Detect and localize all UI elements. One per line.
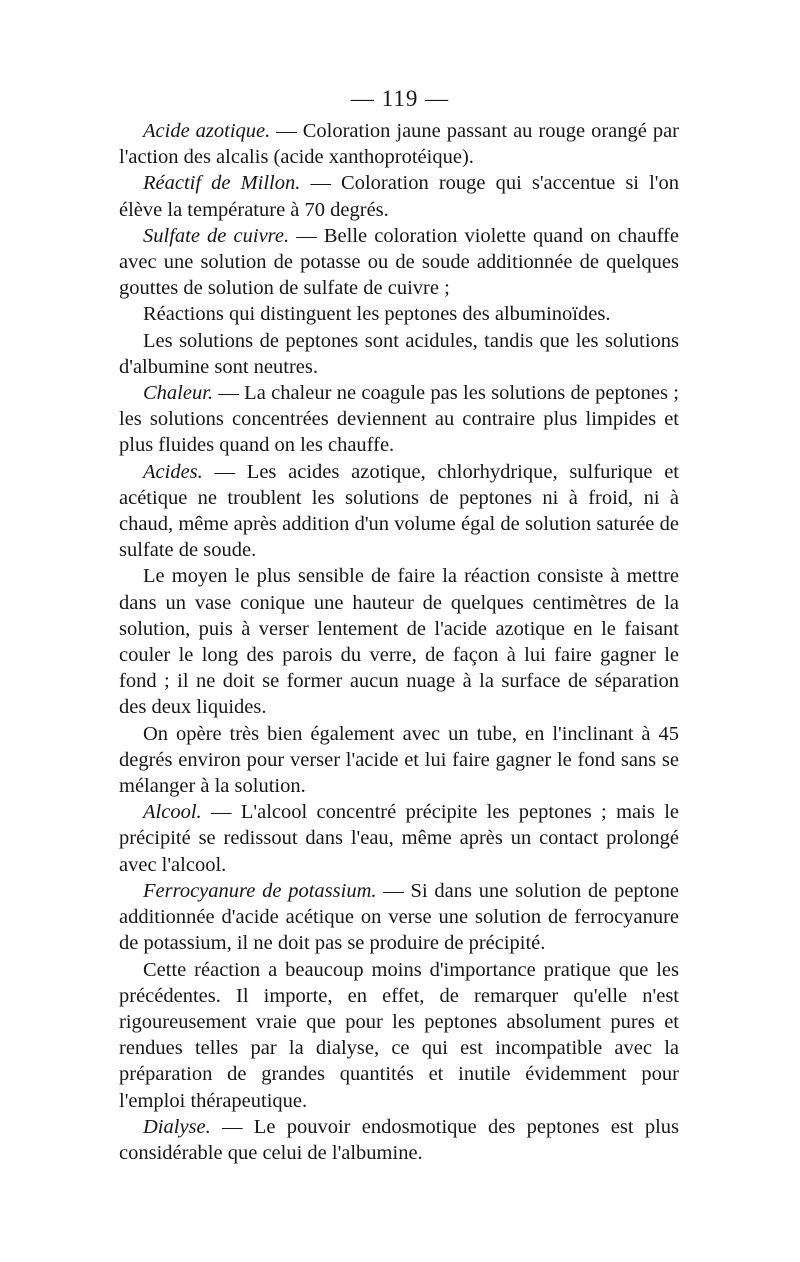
paragraph-text: Réactions qui distinguent les peptones des albuminoïdes.	[143, 303, 611, 326]
paragraph	[119, 957, 679, 1114]
paragraph-keyword: Sulfate de cuivre.	[143, 224, 290, 247]
paragraph-keyword: Acides.	[143, 460, 203, 483]
paragraph-text: — Si dans une solution de peptone additionnée d'acide acétique on verse une solution de ferrocyanure de potassium, il ne doit pas se produire de précipité.	[119, 879, 679, 955]
paragraph-text: Les solutions de peptones sont acidules, tandis que les solutions d'albumine sont neutres.	[119, 329, 679, 378]
paragraph-text: — Belle coloration violette quand on chauffe avec une solution de potasse ou de soude additionnée de quelques gouttes de solution de sulfate de cuivre ;	[119, 224, 679, 300]
paragraph-text: Cette réaction a beaucoup moins d'importance pratique que les précédentes. Il importe, en effet, de remarquer qu'elle n'est rigoureusement vraie que pour les peptones absolument pures et rendues telles par la dialyse, ce qui est incompatible avec la préparation de grandes quantités et inutile évidemment pour l'emploi thérapeutique.	[119, 958, 679, 1112]
paragraph-text: — L'alcool concentré précipite les peptones ; mais le précipité se redissout dans l'eau, même après un contact prolongé avec l'alcool.	[119, 801, 679, 876]
paragraph	[119, 878, 679, 957]
paragraph-text: On opère très bien également avec un tube, en l'inclinant à 45 degrés environ pour verser l'acide et lui faire gagner le fond sans se mélanger à la solution.	[119, 722, 679, 798]
paragraph	[119, 459, 679, 564]
paragraph	[119, 118, 679, 170]
paragraph-text: — Coloration jaune passant au rouge orangé par l'action des alcalis (acide xanthoprotéique).	[119, 120, 679, 169]
paragraph-keyword: Réactif de Millon.	[143, 172, 301, 195]
paragraph	[119, 563, 679, 720]
paragraph-keyword: Dialyse.	[143, 1115, 211, 1138]
paragraph	[119, 721, 679, 800]
paragraph	[119, 799, 679, 878]
paragraph-keyword: Acide azotique.	[143, 120, 271, 142]
paragraph	[119, 223, 679, 302]
paragraph-text: — Le pouvoir endosmotique des peptones est plus considérable que celui de l'albumine.	[119, 1115, 679, 1164]
page-number: — 119 —	[350, 86, 450, 111]
paragraph	[119, 380, 679, 459]
paragraph-keyword: Chaleur.	[143, 382, 214, 405]
page-body	[119, 118, 679, 1166]
paragraph	[119, 328, 679, 380]
paragraph-keyword: Ferrocyanure de potassium.	[143, 879, 377, 902]
paragraph	[119, 1114, 679, 1166]
paragraph	[119, 301, 679, 327]
paragraph-text: — La chaleur ne coagule pas les solutions de peptones ; les solutions concentrées deviennent au contraire plus limpides et plus fluides quand on les chauffe.	[119, 382, 679, 457]
paragraph-keyword: Alcool.	[143, 801, 202, 824]
paragraph-text: — Coloration rouge qui s'accentue si l'on élève la température à 70 degrés.	[119, 172, 679, 221]
paragraph	[119, 170, 679, 222]
paragraph-text: — Les acides azotique, chlorhydrique, sulfurique et acétique ne troublent les solutions de peptones ni à froid, ni à chaud, même après addition d'un volume égal de solution saturée de sulfate de soude.	[119, 460, 679, 562]
paragraph-text: Le moyen le plus sensible de faire la réaction consiste à mettre dans un vase conique une hauteur de quelques centimètres de la solution, puis à verser lentement de l'acide azotique en le faisant couler le long des parois du verre, de façon à lui faire gagner le fond ; il ne doit se former aucun nuage à la surface de séparation des deux liquides.	[119, 565, 679, 719]
